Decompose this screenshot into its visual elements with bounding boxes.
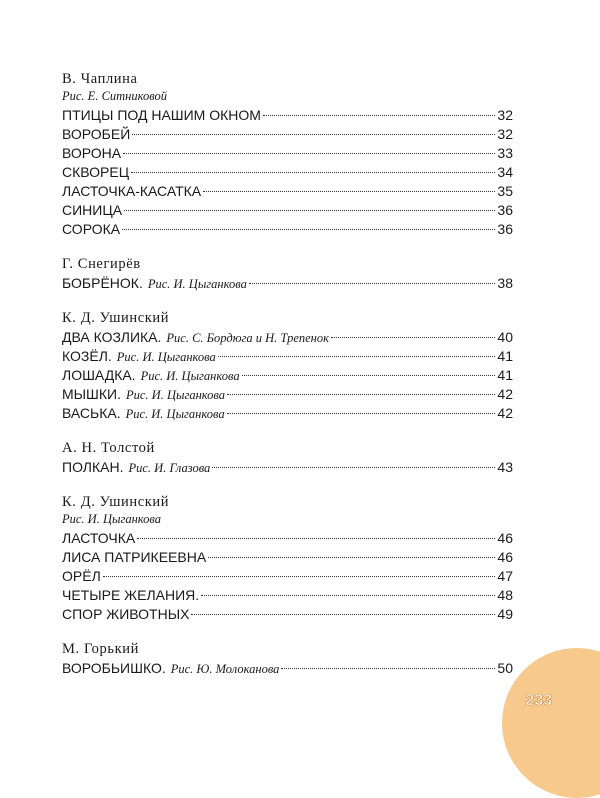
entry-title: ДВА КОЗЛИКА.: [62, 329, 162, 345]
section-author: К. Д. Ушинский: [62, 494, 170, 510]
entry-title: ПТИЦЫ ПОД НАШИМ ОКНОМ: [62, 107, 261, 123]
toc-section: [62, 493, 513, 624]
dot-leader: [212, 467, 495, 468]
dot-leader: [331, 337, 495, 338]
section-author: К. Д. Ушинский: [62, 310, 170, 326]
dot-leader: [263, 115, 495, 116]
entry-title: СКВОРЕЦ: [62, 164, 130, 180]
dot-leader: [122, 229, 495, 230]
entry-page-number: 32: [497, 107, 513, 123]
toc-section: [62, 640, 513, 678]
entry-page-number: 36: [497, 221, 513, 237]
entry-title: ВОРОНА: [62, 145, 122, 161]
toc-entry[interactable]: [62, 106, 513, 125]
entry-page-number: 41: [497, 348, 513, 364]
toc-entry[interactable]: [62, 125, 513, 144]
entry-title: ЛИСА ПАТРИКЕЕВНА: [62, 549, 207, 565]
table-of-contents: [62, 70, 513, 694]
entry-title: ПОЛКАН.: [62, 459, 124, 475]
entry-page-number: 40: [497, 329, 513, 345]
entry-title: БОБРЁНОК.: [62, 275, 143, 291]
section-author: Г. Снегирёв: [62, 256, 141, 272]
entry-title: ЛАСТОЧКА-КАСАТКА: [62, 183, 202, 199]
dot-leader: [103, 576, 496, 577]
entry-illustrator: Рис. С. Бордюга и Н. Трепенок: [166, 331, 329, 345]
toc-entry[interactable]: [62, 605, 513, 624]
entry-page-number: 32: [497, 126, 513, 142]
toc-entry[interactable]: [62, 220, 513, 239]
page-corner-circle: [502, 648, 600, 798]
entry-illustrator: Рис. Ю. Молоканова: [170, 662, 280, 676]
dot-leader: [203, 191, 495, 192]
entry-illustrator: Рис. И. Цыганкова: [147, 277, 247, 291]
dot-leader: [227, 413, 496, 414]
section-author: М. Горький: [62, 641, 139, 657]
entry-illustrator: Рис. И. Цыганкова: [116, 350, 216, 364]
entry-title: ЧЕТЫРЕ ЖЕЛАНИЯ.: [62, 587, 200, 603]
toc-entry[interactable]: [62, 144, 513, 163]
entry-title: ЛОШАДКА.: [62, 367, 136, 383]
dot-leader: [191, 614, 495, 615]
toc-entry[interactable]: [62, 548, 513, 567]
entry-page-number: 49: [497, 606, 513, 622]
dot-leader: [208, 557, 495, 558]
entry-illustrator: Рис. И. Цыганкова: [140, 369, 240, 383]
dot-leader: [137, 538, 495, 539]
entry-title: СИНИЦА: [62, 202, 123, 218]
page-number: 233: [525, 692, 552, 709]
dot-leader: [281, 668, 495, 669]
entry-page-number: 48: [497, 587, 513, 603]
dot-leader: [132, 134, 495, 135]
entry-title: ВОРОБЕЙ: [62, 126, 131, 142]
entry-title: ВОРОБЬИШКО.: [62, 660, 166, 676]
toc-entry[interactable]: [62, 567, 513, 586]
entry-page-number: 42: [497, 405, 513, 421]
toc-entry[interactable]: [62, 201, 513, 220]
toc-entry[interactable]: [62, 366, 513, 385]
entry-title: ОРЁЛ: [62, 568, 101, 584]
dot-leader: [242, 375, 496, 376]
entry-page-number: 34: [497, 164, 513, 180]
entry-page-number: 46: [497, 530, 513, 546]
entry-page-number: 38: [497, 275, 513, 291]
toc-entry[interactable]: [62, 586, 513, 605]
entry-page-number: 33: [497, 145, 513, 161]
entry-page-number: 36: [497, 202, 513, 218]
dot-leader: [218, 356, 496, 357]
entry-page-number: 50: [497, 660, 513, 676]
section-author: В. Чаплина: [62, 71, 138, 87]
entry-illustrator: Рис. И. Цыганкова: [125, 407, 225, 421]
entry-page-number: 42: [497, 386, 513, 402]
entry-illustrator: Рис. И. Цыганкова: [126, 388, 225, 402]
toc-entry[interactable]: [62, 328, 513, 347]
entry-page-number: 46: [497, 549, 513, 565]
dot-leader: [201, 595, 495, 596]
entry-title: КОЗЁЛ.: [62, 348, 112, 364]
section-illustrator: Рис. И. Цыганкова: [62, 512, 161, 526]
toc-entry[interactable]: [62, 274, 513, 293]
entry-title: МЫШКИ.: [62, 386, 121, 402]
toc-section: [62, 439, 513, 477]
toc-entry[interactable]: [62, 347, 513, 366]
entry-page-number: 43: [497, 459, 513, 475]
toc-entry[interactable]: [62, 385, 513, 404]
toc-entry[interactable]: [62, 529, 513, 548]
entry-page-number: 35: [497, 183, 513, 199]
toc-entry[interactable]: [62, 659, 513, 678]
toc-section: [62, 255, 513, 293]
entry-illustrator: Рис. И. Глазова: [128, 461, 211, 475]
entry-title: СОРОКА: [62, 221, 121, 237]
toc-entry[interactable]: [62, 182, 513, 201]
entry-title: ВАСЬКА.: [62, 405, 121, 421]
dot-leader: [131, 172, 495, 173]
section-author: А. Н. Толстой: [62, 440, 155, 456]
entry-page-number: 47: [497, 568, 513, 584]
toc-section: [62, 70, 513, 239]
toc-section: [62, 309, 513, 423]
toc-entry[interactable]: [62, 458, 513, 477]
entry-title: СПОР ЖИВОТНЫХ: [62, 606, 190, 622]
dot-leader: [227, 394, 495, 395]
entry-page-number: 41: [497, 367, 513, 383]
dot-leader: [124, 210, 495, 211]
toc-entry[interactable]: [62, 404, 513, 423]
toc-entry[interactable]: [62, 163, 513, 182]
dot-leader: [249, 283, 496, 284]
dot-leader: [123, 153, 495, 154]
entry-title: ЛАСТОЧКА: [62, 530, 136, 546]
section-illustrator: Рис. Е. Ситниковой: [62, 89, 168, 103]
